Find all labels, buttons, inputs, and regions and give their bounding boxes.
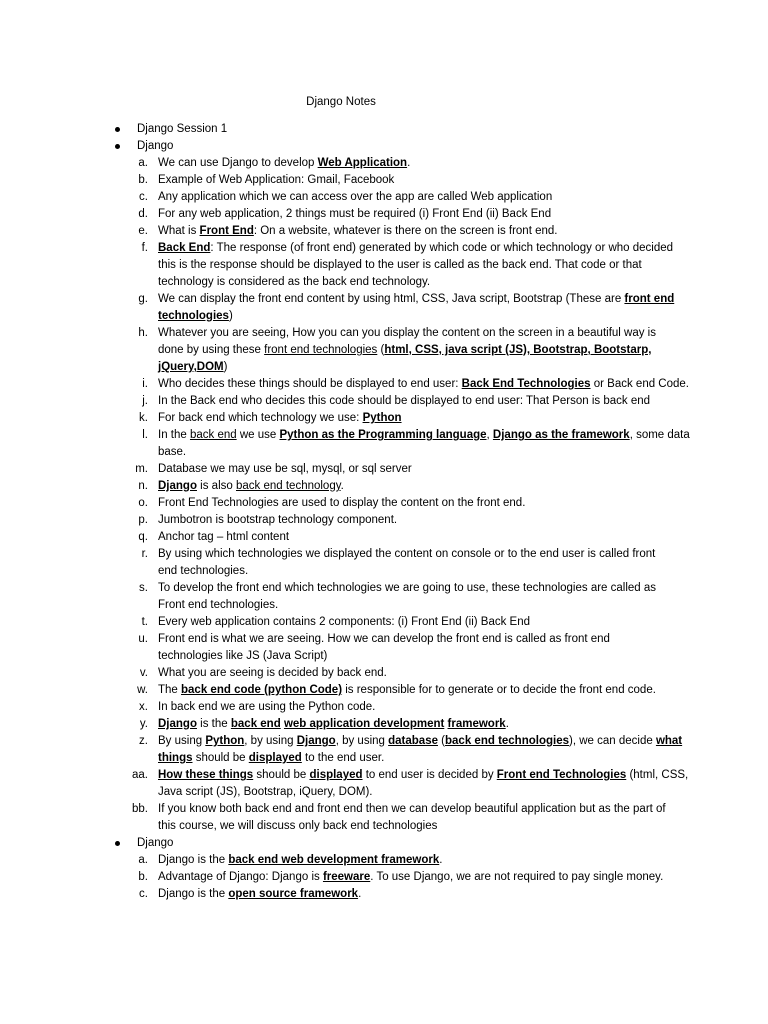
list-marker: m. (135, 463, 148, 475)
list-item-text (158, 699, 678, 716)
text-run: Front End Technologies are used to display the content on the front end. (158, 497, 526, 509)
list-marker: n. (138, 480, 148, 492)
list-marker: j. (142, 395, 148, 407)
text-line (158, 580, 678, 597)
text-run: . (407, 157, 411, 169)
list-marker: c. (139, 888, 148, 900)
text-line (158, 546, 678, 563)
emphasized-text: Back End (158, 242, 211, 254)
text-line (158, 478, 678, 495)
text-run: we use (236, 429, 280, 441)
emphasized-text: back end code (python Code) (181, 684, 343, 696)
text-run: Every web application contains 2 components: (i) Front End (ii) Back End (158, 616, 531, 628)
emphasized-text: web application development (283, 718, 445, 730)
list-marker: b. (138, 871, 148, 883)
list-item-text (158, 223, 678, 240)
text-run: We can use Django to develop (158, 157, 318, 169)
emphasized-text: Python as the Programming language (279, 429, 487, 441)
text-run: In back end we are using the Python code. (158, 701, 376, 713)
text-run: ( (377, 344, 385, 356)
list-item (0, 495, 768, 512)
list-item-text (158, 376, 689, 393)
text-line (158, 444, 678, 461)
text-run: Java script (JS), Bootstrap, iQuery, DOM). (158, 786, 373, 798)
bullet-dot-icon (115, 144, 120, 149)
emphasized-text: back end (189, 429, 237, 441)
text-run: . (340, 480, 344, 492)
list-item-text (158, 393, 678, 410)
emphasized-text: Django (296, 735, 336, 747)
list-marker: k. (139, 412, 148, 424)
text-run: : The response (of front end) generated by which code or which technology or who decided (210, 242, 674, 254)
bullet-text: Django (137, 140, 174, 152)
emphasized-text: front end (624, 293, 675, 305)
text-run: If you know both back end and front end then we can develop beautiful application but as the part of (158, 803, 666, 815)
text-run: ( (437, 735, 446, 747)
text-run: Django is the (158, 854, 229, 866)
list-item-text (158, 512, 678, 529)
text-run: is also (196, 480, 236, 492)
list-marker: v. (139, 667, 148, 679)
text-run: We can display the front end content by using html, CSS, Java script, Bootstrap (These are (158, 293, 625, 305)
list-item (0, 614, 768, 631)
list-item-text (158, 155, 678, 172)
text-run: Advantage of Django: Django is (158, 871, 323, 883)
list-marker: i. (142, 378, 148, 390)
text-run: . (358, 888, 362, 900)
list-item-text (158, 291, 678, 325)
emphasized-text: displayed (309, 769, 363, 781)
emphasized-text: Front End (199, 225, 254, 237)
list-item-text (158, 886, 678, 903)
list-item-text (158, 461, 678, 478)
text-run: The (158, 684, 182, 696)
text-line (158, 699, 678, 716)
text-run: is responsible for to generate or to decide the front end code. (342, 684, 656, 696)
list-item (0, 325, 768, 376)
text-run: , (486, 429, 493, 441)
emphasized-text: technologies (158, 310, 229, 322)
list-item (0, 716, 768, 733)
list-marker: aa. (132, 769, 148, 781)
list-item (0, 580, 768, 614)
list-item-text (158, 325, 678, 376)
page-title: Django Notes (306, 96, 376, 108)
text-line (158, 359, 678, 376)
list-item-text (158, 580, 678, 614)
list-marker: q. (138, 531, 148, 543)
list-item (0, 852, 768, 869)
list-marker: y. (139, 718, 148, 730)
text-line (158, 852, 678, 869)
text-line (158, 495, 678, 512)
list-item (0, 801, 768, 835)
text-line (158, 223, 678, 240)
text-run: In the Back end who decides this code should be displayed to end user: That Person is back end (158, 395, 651, 407)
emphasized-text: framework (447, 718, 506, 730)
text-run: . (505, 718, 509, 730)
text-run: Who decides these things should be displayed to end user: (158, 378, 462, 390)
text-line (158, 665, 678, 682)
list-item (0, 512, 768, 529)
text-run: To develop the front end which technologies we are going to use, these technologies are called as (158, 582, 657, 594)
text-line (158, 886, 678, 903)
text-run: Example of Web Application: Gmail, Facebook (158, 174, 395, 186)
emphasized-text: Python (205, 735, 245, 747)
list-marker: z. (139, 735, 148, 747)
text-line (158, 682, 678, 699)
list-item (0, 393, 768, 410)
text-line (158, 308, 678, 325)
list-item (0, 478, 768, 495)
text-run: In the (158, 429, 190, 441)
text-run: What you are seeing is decided by back end. (158, 667, 387, 679)
list-item-text (158, 801, 678, 835)
list-item (0, 189, 768, 206)
list-item (0, 733, 768, 767)
text-run: : On a website, whatever is there on the screen is front end. (253, 225, 558, 237)
text-line (158, 733, 683, 750)
text-run: For any web application, 2 things must be required (i) Front End (ii) Back End (158, 208, 552, 220)
text-line (158, 393, 678, 410)
list-marker: r. (141, 548, 148, 560)
text-run: Front end technologies. (158, 599, 279, 611)
text-run: Any application which we can access over the app are called Web application (158, 191, 553, 203)
emphasized-text: back end (230, 718, 281, 730)
text-run: For back end which technology we use: (158, 412, 363, 424)
list-item-text (158, 478, 678, 495)
list-item (0, 461, 768, 478)
list-marker: a. (138, 157, 148, 169)
text-run: What is (158, 225, 200, 237)
text-run: ) (228, 310, 233, 322)
text-line (158, 155, 678, 172)
text-line (158, 206, 678, 223)
list-item-text (158, 529, 678, 546)
emphasized-text: front end technologies (264, 344, 378, 356)
emphasized-text: Django (158, 718, 197, 730)
list-marker: b. (138, 174, 148, 186)
list-marker: w. (137, 684, 148, 696)
text-run: . To use Django, we are not required to pay single money. (370, 871, 664, 883)
text-line (158, 376, 689, 393)
text-line (158, 631, 678, 648)
emphasized-text: Django as the framework (492, 429, 630, 441)
list-item-text (158, 716, 678, 733)
text-line (158, 716, 678, 733)
text-line (158, 410, 678, 427)
list-item (0, 631, 768, 665)
notes-content (0, 121, 768, 903)
list-item (0, 427, 768, 461)
emphasized-text: back end technology (235, 480, 341, 492)
text-run: done by using these (158, 344, 265, 356)
bullet-item (0, 121, 768, 138)
text-run: this is the response should be displayed to the user is called as the back end. That code or that (158, 259, 642, 271)
list-item (0, 291, 768, 325)
list-item-text (158, 767, 689, 801)
list-item (0, 172, 768, 189)
emphasized-text: jQuery,DOM (158, 361, 224, 373)
text-line (158, 818, 678, 835)
bullet-text: Django Session 1 (137, 123, 228, 135)
bullet-item (0, 138, 768, 155)
text-run: Front end is what we are seeing. How we can develop the front end is called as front end (158, 633, 610, 645)
emphasized-text: How these things (158, 769, 254, 781)
list-item-text (158, 665, 678, 682)
text-run: Database we may use be sql, mysql, or sql server (158, 463, 412, 475)
list-item (0, 155, 768, 172)
text-run: , by using (244, 735, 297, 747)
text-line (158, 342, 678, 359)
list-marker: x. (139, 701, 148, 713)
text-run: or Back end Code. (590, 378, 689, 390)
list-item-text (158, 240, 678, 291)
text-line (158, 240, 678, 257)
list-item (0, 240, 768, 291)
text-line (158, 648, 678, 665)
emphasized-text: Django (158, 480, 197, 492)
text-run: , some data (629, 429, 690, 441)
bullet-item (0, 835, 768, 852)
list-item (0, 886, 768, 903)
list-item-text (158, 682, 678, 699)
text-line (158, 512, 678, 529)
emphasized-text: freeware (322, 871, 371, 883)
list-marker: o. (138, 497, 148, 509)
text-run: this course, we will discuss only back end technologies (158, 820, 438, 832)
list-marker: e. (138, 225, 148, 237)
text-line (158, 563, 678, 580)
bullet-text: Django (137, 837, 174, 849)
emphasized-text: open source framework (228, 888, 359, 900)
text-run: base. (158, 446, 187, 458)
emphasized-text: Front end Technologies (496, 769, 627, 781)
text-line (158, 274, 678, 291)
emphasized-text: Web Application (317, 157, 408, 169)
list-item (0, 682, 768, 699)
list-marker: p. (138, 514, 148, 526)
text-line (158, 801, 678, 818)
text-line (158, 750, 678, 767)
list-item-text (158, 869, 678, 886)
text-line (158, 325, 678, 342)
text-run: should be (192, 752, 249, 764)
list-item-text (158, 546, 678, 580)
list-marker: g. (138, 293, 148, 305)
list-marker: l. (142, 429, 148, 441)
text-line (158, 869, 678, 886)
text-line (158, 614, 678, 631)
list-item-text (158, 733, 683, 767)
emphasized-text: Python (362, 412, 402, 424)
emphasized-text: back end web development framework (228, 854, 440, 866)
bullet-dot-icon (115, 127, 120, 132)
list-item (0, 665, 768, 682)
list-item-text (158, 495, 678, 512)
text-run: By using (158, 735, 206, 747)
list-item (0, 206, 768, 223)
list-item (0, 223, 768, 240)
list-item (0, 410, 768, 427)
list-marker: f. (141, 242, 148, 254)
emphasized-text: displayed (248, 752, 302, 764)
list-item (0, 869, 768, 886)
text-run: Django is the (158, 888, 229, 900)
list-marker: bb. (132, 803, 148, 815)
emphasized-text: things (158, 752, 193, 764)
text-run: Anchor tag – html content (158, 531, 290, 543)
list-item (0, 546, 768, 580)
list-item-text (158, 206, 678, 223)
text-run: should be (253, 769, 310, 781)
text-line (158, 291, 678, 308)
emphasized-text: html, CSS, java script (JS), Bootstrap, Bootstarp, (384, 344, 652, 356)
list-marker: s. (139, 582, 148, 594)
emphasized-text: what (655, 735, 683, 747)
text-line (158, 461, 678, 478)
list-item (0, 767, 768, 801)
emphasized-text: database (388, 735, 438, 747)
list-item-text (158, 427, 690, 461)
text-line (158, 257, 678, 274)
text-run: Whatever you are seeing, How you can you display the content on the screen in a beautiful way is (158, 327, 656, 339)
text-run: to end user is decided by (362, 769, 497, 781)
list-marker: h. (138, 327, 148, 339)
list-marker: a. (138, 854, 148, 866)
text-run: technology is considered as the back end technology. (158, 276, 431, 288)
list-item-text (158, 631, 678, 665)
text-run: By using which technologies we displayed the content on console or to the end user is called front (158, 548, 656, 560)
text-line (158, 767, 689, 784)
text-line (158, 189, 678, 206)
list-item-text (158, 172, 678, 189)
text-line (158, 784, 678, 801)
text-line (158, 597, 678, 614)
text-line (158, 529, 678, 546)
list-marker: c. (139, 191, 148, 203)
emphasized-text: Back End Technologies (461, 378, 591, 390)
text-run: end technologies. (158, 565, 249, 577)
bullet-dot-icon (115, 841, 120, 846)
text-run: ), we can decide (569, 735, 656, 747)
text-run: to the end user. (301, 752, 385, 764)
list-item-text (158, 189, 678, 206)
text-line (158, 427, 690, 444)
text-run: (html, CSS, (626, 769, 689, 781)
list-item-text (158, 852, 678, 869)
list-item (0, 529, 768, 546)
list-item (0, 376, 768, 393)
list-item-text (158, 614, 678, 631)
text-run: is the (196, 718, 231, 730)
list-marker: d. (138, 208, 148, 220)
text-run: , by using (335, 735, 389, 747)
list-marker: t. (141, 616, 148, 628)
text-run: Jumbotron is bootstrap technology component. (158, 514, 398, 526)
text-run: technologies like JS (Java Script) (158, 650, 328, 662)
text-run: . (439, 854, 443, 866)
emphasized-text: back end technologies (445, 735, 569, 747)
text-line (158, 172, 678, 189)
list-marker: u. (138, 633, 148, 645)
list-item (0, 699, 768, 716)
list-item-text (158, 410, 678, 427)
text-run: ) (223, 361, 228, 373)
